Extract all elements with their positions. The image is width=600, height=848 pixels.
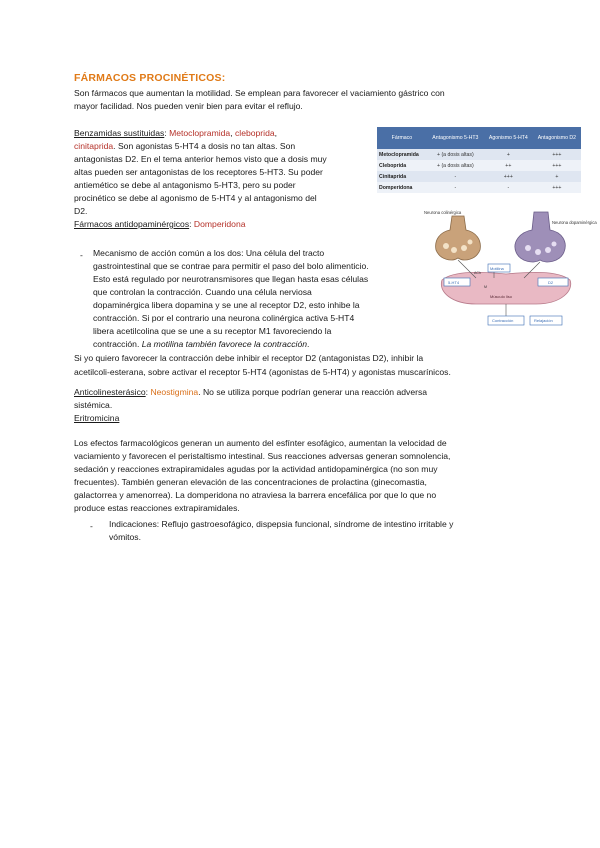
colon: :	[145, 387, 151, 397]
benzamidas-line: D2.	[74, 206, 88, 216]
mechanism-text: contracción.	[93, 339, 142, 349]
diagram-label-left: Neurona colinérgica	[424, 210, 462, 215]
drug-cinitaprida: cinitaprida	[74, 141, 114, 151]
table-cell: +++	[533, 149, 581, 160]
table-header-row	[377, 127, 581, 149]
table-header-cell: Antagonismo D2	[533, 127, 581, 149]
intro-line: Son fármacos que aumentan la motilidad. Se emplean para favorecer el vaciamiento gástrico con	[74, 88, 445, 98]
table-cell: Cleboprida	[377, 160, 427, 171]
antidopa-heading: Fármacos antidopaminérgicos	[74, 219, 190, 229]
table-header-cell: Fármaco	[377, 127, 427, 149]
benzamidas-line	[74, 127, 277, 141]
table-row	[377, 182, 581, 193]
cholinergic-neuron	[436, 216, 481, 260]
benzamidas-line	[74, 140, 295, 154]
mechanism-line	[93, 338, 309, 352]
table-cell: +++	[533, 160, 581, 171]
eritromicina-heading: Eritromicina	[74, 413, 120, 423]
motility-diagram	[424, 208, 597, 332]
benzamidas-line: antiemético se debe al antagonismo 5-HT3, pero su poder	[74, 180, 296, 190]
effects-line: vaciamiento y favorecen el peristaltismo intestinal. Sus reacciones adversas generan somnolencia,	[74, 451, 451, 461]
separator: ,	[230, 128, 235, 138]
mechanism-line: dopaminérgica libera dopamina y se une al receptor D2, esto inhibe la	[93, 300, 360, 310]
table-cell: Metoclopramida	[377, 149, 427, 160]
drug-cleboprida: cleboprida	[234, 128, 275, 138]
indications-line: Indicaciones: Reflujo gastroesofágico, dispepsia funcional, síndrome de intestino irritable y	[109, 519, 454, 529]
mechanism-line: gastrointestinal que se contrae para permitir el paso del bolo alimenticio.	[93, 261, 369, 271]
diagram-label-motilina: Motilina	[490, 266, 504, 271]
table-cell: Cinitaprida	[377, 171, 427, 182]
benzamidas-text: . Son agonistas 5-HT4 a dosis no tan altas. Son	[113, 141, 296, 151]
table-cell: ++	[484, 160, 533, 171]
table-cell: +++	[484, 171, 533, 182]
anticolin-line: sistémica.	[74, 400, 113, 410]
anticolin-text: . No se utiliza porque podrían generar una reacción adversa	[198, 387, 428, 397]
benzamidas-line: procinético se debe al agonismo de 5-HT4 y al antagonismo del	[74, 193, 317, 203]
colon: :	[164, 128, 170, 138]
favor-line: acetilcoli-esterana, sobre activar el receptor 5-HT4 (agonistas de 5-HT4) y agonistas muscarínicos.	[74, 367, 451, 377]
comma: ,	[274, 128, 278, 138]
table-row	[377, 149, 581, 160]
mechanism-line: contracción. Si por el contrario una neurona colinérgica activa 5-HT4	[93, 313, 355, 323]
indications-line: vómitos.	[109, 532, 141, 542]
effects-line: produce estas reacciones extrapiramidales.	[74, 503, 240, 513]
table-cell: + (a dosis altas)	[427, 160, 484, 171]
page-title: FÁRMACOS PROCINÉTICOS:	[74, 72, 226, 84]
smooth-muscle-cell	[441, 272, 570, 304]
effects-line: galactorrea y amenorrea). La domperidona no atraviesa la barrera encefálica por que lo que no	[74, 490, 437, 500]
drug-metoclopramida: Metoclopramida	[169, 128, 231, 138]
table-cell: -	[427, 171, 484, 182]
benzamidas-heading: Benzamidas sustituidas	[74, 128, 165, 138]
bullet-dash: -	[80, 250, 83, 260]
favor-line: Si yo quiero favorecer la contracción debe inhibir el receptor D2 (antagonistas D2), inhibir la	[74, 353, 424, 363]
effects-line: frecuentes). También generan elevación de las concentraciones de prolactina (ginecomastia,	[74, 477, 427, 487]
table-cell: Domperidona	[377, 182, 427, 193]
colon: :	[189, 219, 194, 229]
intro-line: mayor facilidad. Nos pueden venir bien para evitar el reflujo.	[74, 101, 303, 111]
antidopa-line	[74, 218, 246, 232]
table-cell: +	[533, 171, 581, 182]
diagram-label-5ht4: 5-HT4	[448, 280, 460, 285]
table-row	[377, 171, 581, 182]
benzamidas-line: antagonistas D2. En el tema anterior hemos visto que a dosis muy	[74, 154, 327, 164]
period: .	[307, 339, 310, 349]
effects-line: sedación y reacciones extrapiramidales agudas por la actividad antidopaminérgica (no son muy	[74, 464, 438, 474]
drug-domperidona: Domperidona	[193, 219, 246, 229]
effects-line: Los efectos farmacológicos generan un aumento del esfínter esofágico, aumentan la velocidad de	[74, 438, 447, 448]
anticolin-heading: Anticolinesterásico	[74, 387, 146, 397]
mechanism-line: que controlan la contracción. Cuando una célula nerviosa	[93, 287, 312, 297]
table-cell: -	[427, 182, 484, 193]
table-cell: -	[484, 182, 533, 193]
motilina-note: La motilina también favorece la contracción	[141, 339, 308, 349]
diagram-label-right: Neurona dopaminérgica	[552, 220, 597, 225]
table-row	[377, 160, 581, 171]
anticolin-line	[74, 386, 427, 400]
mechanism-line: Mecanismo de acción común a los dos: Una célula del tracto	[93, 248, 325, 258]
drug-comparison-table	[377, 127, 581, 193]
bullet-dash: -	[90, 521, 93, 531]
benzamidas-line: altas pueden ser antagonistas de los receptores 5-HT3. Su poder	[74, 167, 323, 177]
diagram-label-relajacion: Relajación	[534, 318, 553, 323]
table-cell: + (a dosis altas)	[427, 149, 484, 160]
diagram-label-ach: ACh	[474, 271, 481, 275]
table-header-cell: Antagonismo 5-HT3	[427, 127, 484, 149]
mechanism-line: libera acetilcolina que se une a su receptor M1 favoreciendo la	[93, 326, 332, 336]
diagram-label-m: M	[484, 285, 487, 289]
drug-neostigmina: Neostigmina	[150, 387, 199, 397]
table-cell: +	[484, 149, 533, 160]
diagram-label-d2: D2	[548, 280, 554, 285]
diagram-label-muscle: Músculo liso	[490, 294, 513, 299]
table-header-cell: Agonismo 5-HT4	[484, 127, 533, 149]
mechanism-line: Esto está regulado por neurotransmisores que llegan hasta esas células	[93, 274, 369, 284]
diagram-label-contraccion: Contracción	[492, 318, 514, 323]
table-cell: +++	[533, 182, 581, 193]
